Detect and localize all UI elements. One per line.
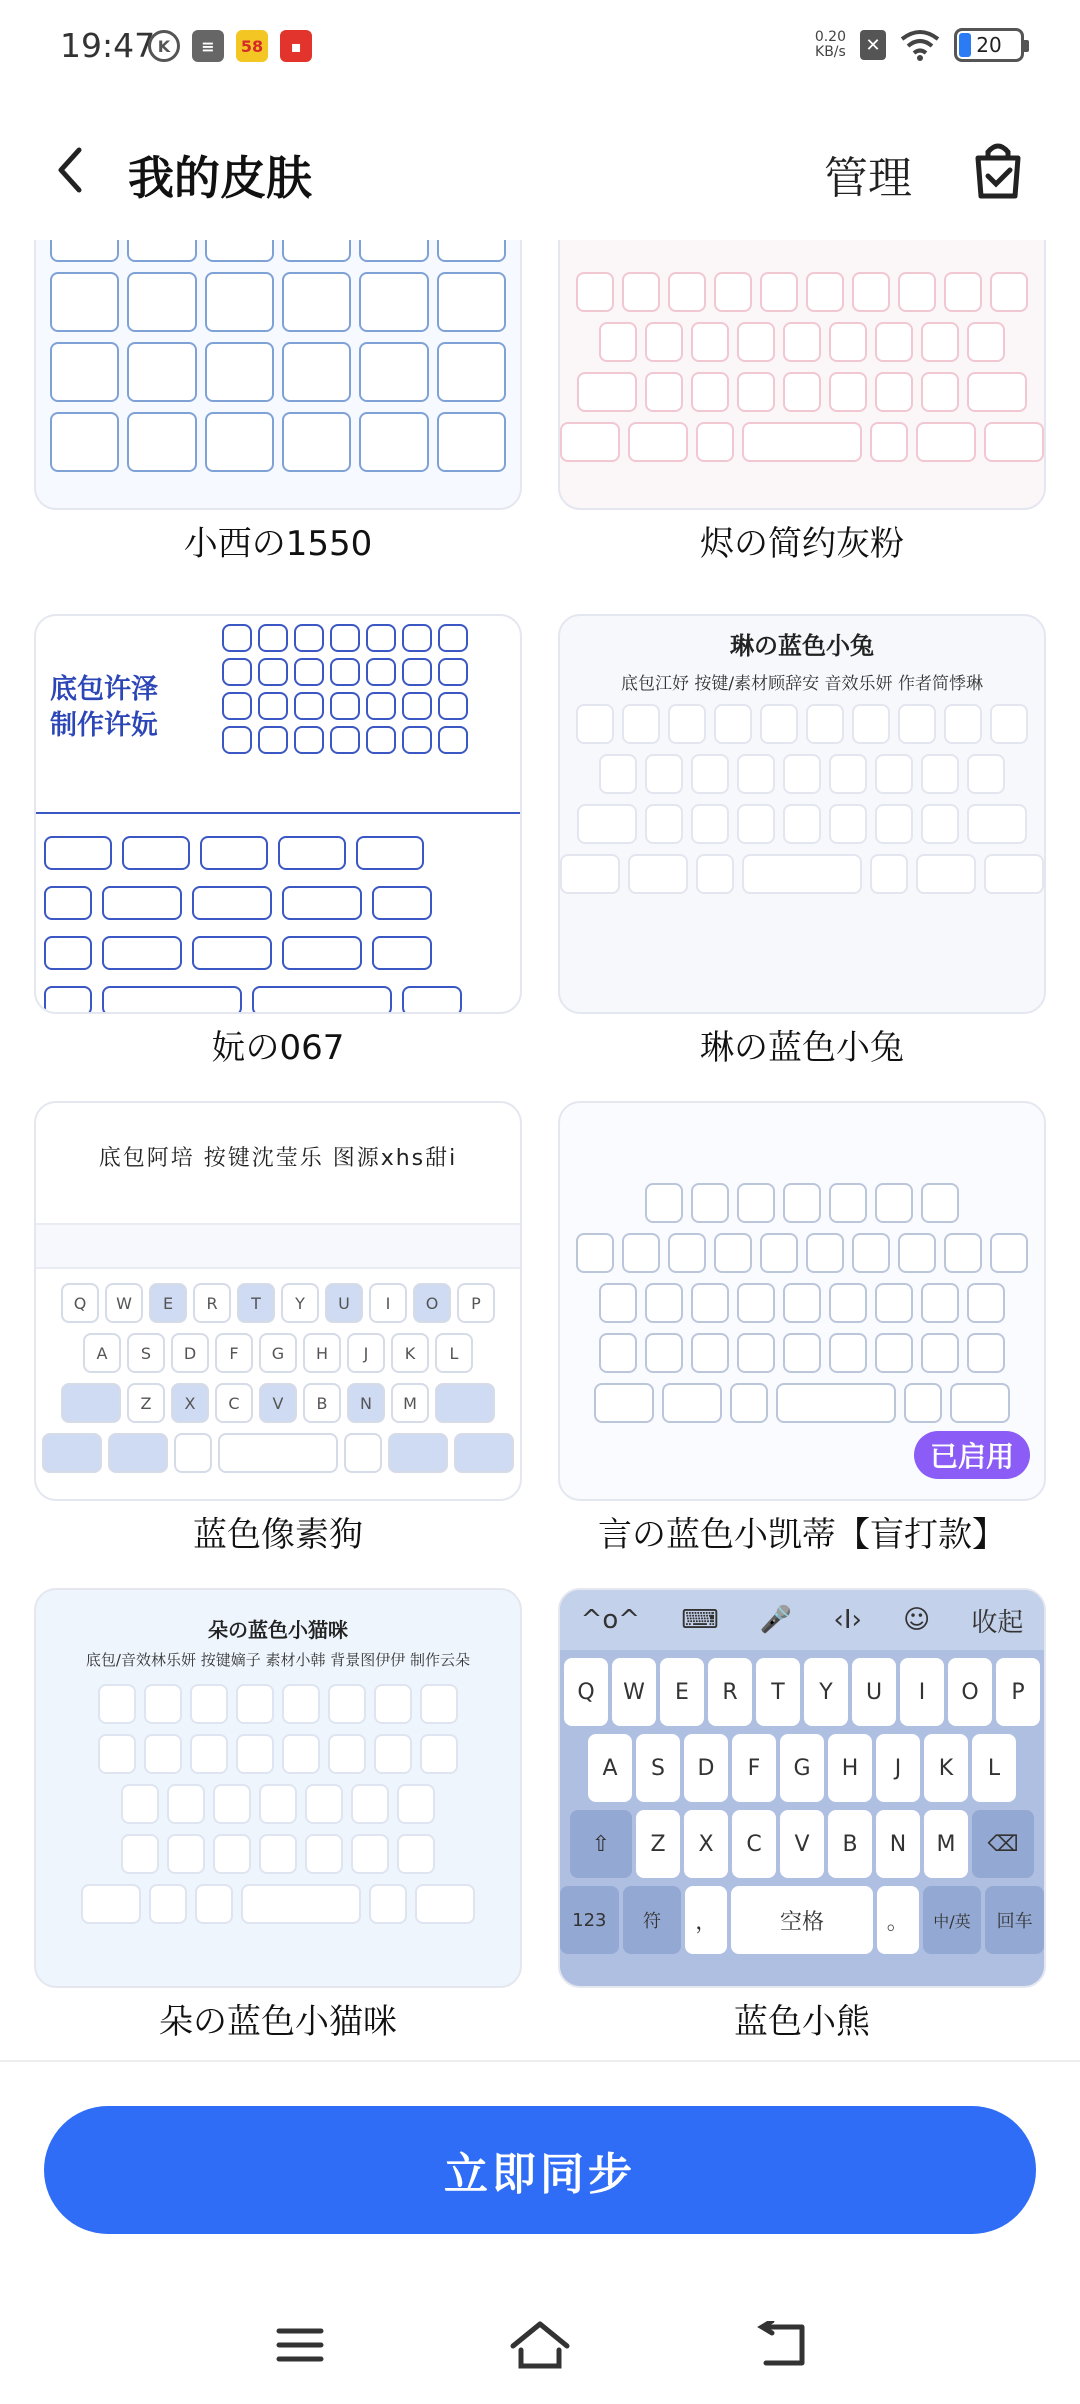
key: Q <box>564 1658 608 1726</box>
key <box>435 1383 495 1423</box>
key: X <box>171 1383 209 1423</box>
net-speed-value: 0.20 <box>814 29 846 45</box>
skin-card[interactable] <box>558 1588 1046 2046</box>
key: C <box>215 1383 253 1423</box>
skin-thumbnail[interactable] <box>558 240 1046 510</box>
key: O <box>413 1283 451 1323</box>
key: J <box>876 1734 920 1802</box>
key: Z <box>127 1383 165 1423</box>
key: B <box>828 1810 872 1878</box>
key: J <box>347 1333 385 1373</box>
key: X <box>684 1810 728 1878</box>
key: S <box>127 1333 165 1373</box>
key: 回车 <box>985 1886 1044 1954</box>
nav-back-button[interactable] <box>740 2310 820 2380</box>
net-speed-unit: KB/s <box>815 44 846 60</box>
thumb-title: 底包阿培 按键沈莹乐 图源xhs甜i <box>98 1146 458 1171</box>
key: Y <box>281 1283 319 1323</box>
skin-name: 蓝色像素狗 <box>193 1515 363 1555</box>
key: S <box>636 1734 680 1802</box>
key: W <box>105 1283 143 1323</box>
key: K <box>391 1333 429 1373</box>
key: H <box>828 1734 872 1802</box>
key: G <box>259 1333 297 1373</box>
key: E <box>660 1658 704 1726</box>
skin-name: 蓝色小熊 <box>734 2002 870 2042</box>
back-button[interactable] <box>40 138 100 202</box>
home-icon <box>509 2320 571 2370</box>
net-speed <box>815 30 846 60</box>
key: E <box>149 1283 187 1323</box>
skin-name: 琳の蓝色小兔 <box>700 1028 904 1068</box>
thumb-subtitle: 底包/音效林乐妍 按键嫡子 素材小韩 背景图伊伊 制作云朵 <box>85 1651 471 1669</box>
key: R <box>708 1658 752 1726</box>
skin-card[interactable] <box>558 240 1046 568</box>
page-title: 我的皮肤 <box>128 151 312 205</box>
key: L <box>972 1734 1016 1802</box>
key: T <box>237 1283 275 1323</box>
thumb-text-b: 制作许妧 <box>50 710 158 741</box>
thumb-subtitle: 底包江妤 按键/素材顾辞安 音效乐妍 作者简悸琳 <box>621 674 983 694</box>
key: F <box>215 1333 253 1373</box>
key: U <box>325 1283 363 1323</box>
battery-icon <box>954 28 1024 62</box>
battery-level: 20 <box>976 33 1002 57</box>
thumb-title: 琳の蓝色小兔 <box>730 632 874 660</box>
status-right <box>815 28 1024 62</box>
key: N <box>876 1810 920 1878</box>
skin-name: 妧の067 <box>211 1028 345 1068</box>
shift-key: ⇧ <box>570 1810 632 1878</box>
key: F <box>732 1734 776 1802</box>
skin-card[interactable] <box>34 240 522 568</box>
skin-card[interactable] <box>558 1101 1046 1559</box>
skin-card[interactable] <box>558 614 1046 1072</box>
key: B <box>303 1383 341 1423</box>
skin-thumbnail[interactable] <box>34 240 522 510</box>
key: ， <box>685 1886 727 1954</box>
back-icon <box>752 2321 808 2369</box>
key: T <box>756 1658 800 1726</box>
key: I <box>900 1658 944 1726</box>
skin-card[interactable] <box>34 614 522 1072</box>
skin-card[interactable] <box>34 1588 522 2046</box>
skin-thumbnail[interactable] <box>558 1588 1046 1988</box>
key: D <box>171 1333 209 1373</box>
key: K <box>924 1734 968 1802</box>
key: D <box>684 1734 728 1802</box>
key: M <box>924 1810 968 1878</box>
sync-now-button[interactable]: 立即同步 <box>44 2106 1036 2234</box>
key: 中/英 <box>923 1886 982 1954</box>
thumb-title: 朵の蓝色小猫咪 <box>208 1618 348 1642</box>
nav-home-button[interactable] <box>500 2310 580 2380</box>
key: P <box>996 1658 1040 1726</box>
key: A <box>588 1734 632 1802</box>
key: 123 <box>560 1886 619 1954</box>
key: L <box>435 1333 473 1373</box>
thumb-text-a: 底包许泽 <box>50 674 158 705</box>
k-icon: K <box>148 30 180 62</box>
key: Q <box>61 1283 99 1323</box>
shopping-bag-button[interactable] <box>966 138 1030 202</box>
divider <box>0 2060 1080 2062</box>
status-bar <box>0 0 1080 92</box>
skin-name: 小西の1550 <box>183 524 373 564</box>
key <box>61 1383 121 1423</box>
key: O <box>948 1658 992 1726</box>
key: R <box>193 1283 231 1323</box>
sim-icon: ✕ <box>860 30 886 60</box>
app58-icon: 58 <box>236 30 268 62</box>
skin-thumbnail[interactable] <box>34 614 522 1014</box>
key: G <box>780 1734 824 1802</box>
key: H <box>303 1333 341 1373</box>
status-time: 19:47 <box>60 26 156 65</box>
delete-key: ⌫ <box>972 1810 1034 1878</box>
key: N <box>347 1383 385 1423</box>
thumb-toolbar: ^o^ ⌨ 🎤 ‹I› ☺ 收起 <box>560 1590 1044 1650</box>
enabled-badge: 已启用 <box>914 1431 1030 1479</box>
key: 符 <box>623 1886 682 1954</box>
key: Y <box>804 1658 848 1726</box>
key: W <box>612 1658 656 1726</box>
key: U <box>852 1658 896 1726</box>
wifi-icon <box>900 29 940 61</box>
skin-name: 言の蓝色小凯蒂【盲打款】 <box>598 1515 1006 1555</box>
skin-thumbnail[interactable] <box>34 1101 522 1501</box>
key: Z <box>636 1810 680 1878</box>
skin-name: 烬の简约灰粉 <box>700 524 904 564</box>
key: V <box>780 1810 824 1878</box>
skin-name: 朵の蓝色小猫咪 <box>159 2002 397 2042</box>
key: P <box>457 1283 495 1323</box>
key: V <box>259 1383 297 1423</box>
menu-icon <box>275 2325 325 2365</box>
key: M <box>391 1383 429 1423</box>
shopping-bag-icon <box>966 138 1030 202</box>
back-arrow-icon <box>55 146 85 194</box>
status-icons-left <box>148 30 312 62</box>
skin-card[interactable] <box>34 1101 522 1559</box>
manage-button[interactable]: 管理 <box>824 153 912 204</box>
app-red-icon: ▪ <box>280 30 312 62</box>
header <box>0 120 1080 220</box>
storage-icon: ≡ <box>192 30 224 62</box>
key: C <box>732 1810 776 1878</box>
key: A <box>83 1333 121 1373</box>
nav-menu-button[interactable] <box>260 2310 340 2380</box>
key: 。 <box>877 1886 919 1954</box>
key: I <box>369 1283 407 1323</box>
skin-grid <box>34 240 1046 2055</box>
key: 空格 <box>731 1886 873 1954</box>
system-nav-bar <box>0 2290 1080 2404</box>
skin-thumbnail[interactable] <box>558 1101 1046 1501</box>
skin-thumbnail[interactable] <box>34 1588 522 1988</box>
skin-thumbnail[interactable] <box>558 614 1046 1014</box>
